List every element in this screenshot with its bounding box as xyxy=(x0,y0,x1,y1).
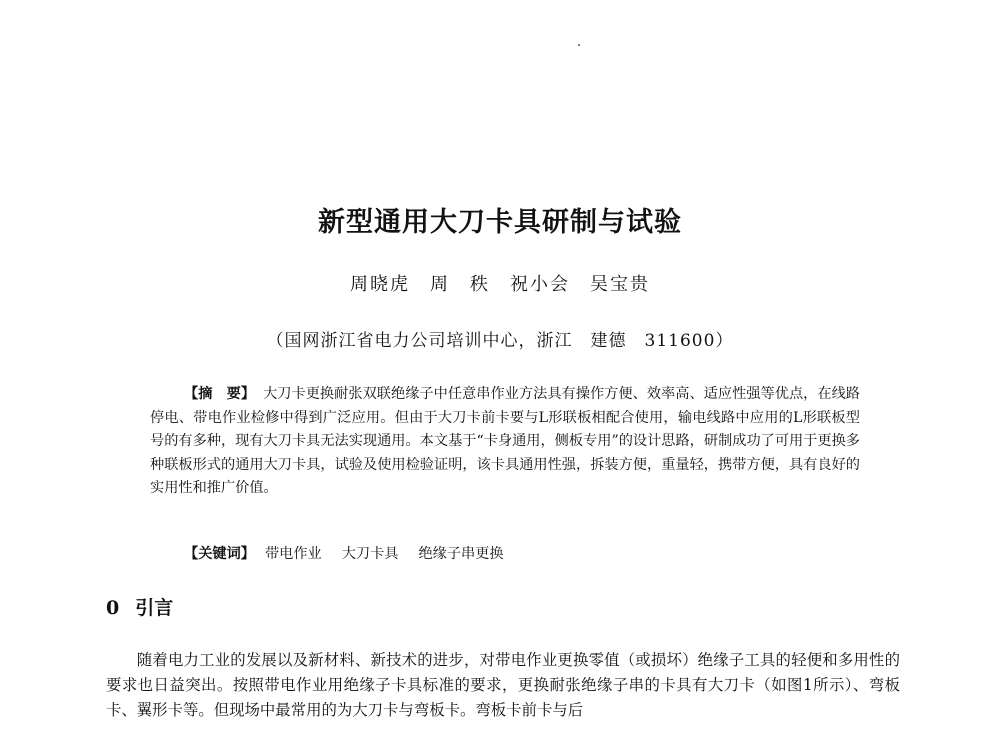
keywords xyxy=(184,543,524,566)
section-title: 引言 xyxy=(135,597,174,619)
section-number: 0 xyxy=(106,597,120,619)
abstract-text: 大刀卡更换耐张双联绝缘子中任意串作业方法具有操作方便、效率高、适应性强等优点，在线路停电、带电作业检修中得到广泛应用。但由于大刀卡前卡要与L形联板相配合使用，输电线路中应用的L形联板型号的有多种，现有大刀卡具无法实现通用。本文基于“卡身通用，侧板专用”的设计思路，研制成功了可用于更换多种联板形式的通用大刀卡具，试验及使用检验证明，该卡具通用性强，拆装方便，重量轻，携带方便，具有良好的实用性和推广价值。 xyxy=(150,386,860,496)
section-heading xyxy=(106,593,173,620)
paper-title: 新型通用大刀卡具研制与试验 xyxy=(318,207,682,238)
affiliation: （国网浙江省电力公司培训中心，浙江 建德 311600） xyxy=(266,331,734,351)
keyword-item: 带电作业 xyxy=(264,546,322,562)
abstract-label: 【摘 要】 xyxy=(184,386,256,402)
keyword-item: 大刀卡具 xyxy=(341,546,399,562)
abstract xyxy=(150,383,860,501)
keywords-label: 【关键词】 xyxy=(184,546,255,562)
keyword-item: 绝缘子串更换 xyxy=(418,546,504,562)
scan-speck xyxy=(578,44,580,46)
body-paragraph: 随着电力工业的发展以及新材料、新技术的进步，对带电作业更换零值（或损坏）绝缘子工具的轻便和多用性的要求也日益突出。按照带电作业用绝缘子卡具标准的要求，更换耐张绝缘子串的卡具有大刀卡（如图1所示）、弯板卡、翼形卡等。但现场中最常用的为大刀卡与弯板卡。弯板卡前卡与后 xyxy=(106,651,900,719)
author-list: 周晓虎 周 秩 祝小会 吴宝贵 xyxy=(350,274,650,295)
